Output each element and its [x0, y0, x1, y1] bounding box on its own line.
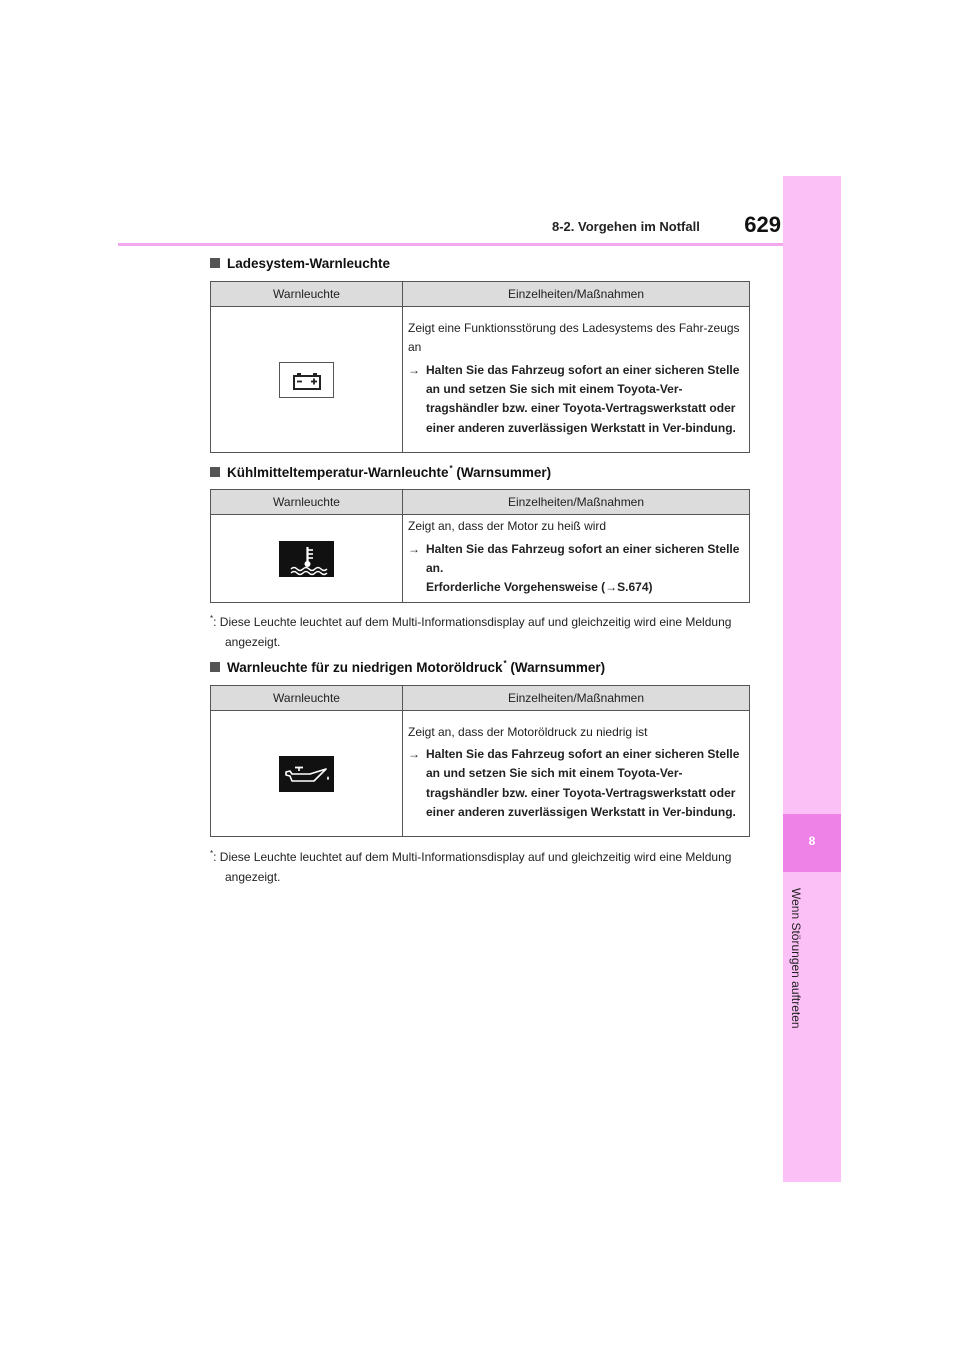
page-number: 629: [744, 212, 781, 237]
column-header-warnleuchte: Warnleuchte: [211, 686, 403, 711]
action-text: Halten Sie das Fahrzeug sofort an einer sicheren Stelle an und setzen Sie sich mit einem Toyota-Ver-tragshändler bzw. einer Toyota-Vertragswerkstatt oder einer anderen zuverlässigen Werkstatt in Ver-bindung.: [426, 747, 740, 819]
table-row: [211, 515, 750, 603]
chapter-number: 8: [808, 834, 816, 848]
action-item: [408, 361, 743, 438]
table-row: [211, 711, 750, 837]
section-title-charging: Ladesystem-Warnleuchte: [210, 256, 390, 271]
section-title-oil-pressure: Warnleuchte für zu niedrigen Motoröldruck* (Warnsummer): [210, 659, 605, 675]
detail-text: Zeigt eine Funktionsstörung des Ladesystems des Fahr-zeugs an: [408, 321, 740, 355]
table-row: [211, 307, 750, 453]
details-cell: [403, 307, 750, 453]
column-header-details: Einzelheiten/Maßnahmen: [403, 686, 750, 711]
table-header-row: [211, 686, 750, 711]
footnote-oil-pressure: *: Diese Leuchte leuchtet auf dem Multi-Informationsdisplay auf und gleichzeitig wird eine Meldung angezeigt.: [210, 849, 732, 884]
action-item: [408, 745, 743, 822]
section-title-coolant: Kühlmitteltemperatur-Warnleuchte* (Warnsummer): [210, 464, 551, 480]
bullet-square-icon: [210, 258, 220, 268]
details-cell: [403, 711, 750, 837]
warning-table-oil-pressure: [210, 685, 750, 837]
table-header-row: [211, 490, 750, 515]
action-reference: Erforderliche Vorgehensweise (→S.674): [426, 580, 653, 595]
warning-table-charging: [210, 281, 750, 453]
footnote-asterisk: *: [503, 659, 507, 668]
column-header-details: Einzelheiten/Maßnahmen: [403, 490, 750, 515]
footnote-coolant: *: Diese Leuchte leuchtet auf dem Multi-Informationsdisplay auf und gleichzeitig wird eine Meldung angezeigt.: [210, 614, 732, 649]
action-item: [408, 540, 743, 598]
icon-cell: [211, 711, 403, 837]
action-text: Halten Sie das Fahrzeug sofort an einer sicheren Stelle an und setzen Sie sich mit einem Toyota-Ver-tragshändler bzw. einer Toyota-Vertragswerkstatt oder einer anderen zuverlässigen Werkstatt in Ver-bindung.: [426, 362, 740, 435]
icon-cell: [211, 515, 403, 603]
icon-cell: [211, 307, 403, 453]
column-header-warnleuchte: Warnleuchte: [211, 490, 403, 515]
detail-text: Zeigt an, dass der Motoröldruck zu niedrig ist: [408, 724, 648, 739]
oil-pressure-icon: [279, 756, 334, 792]
detail-text: Zeigt an, dass der Motor zu heiß wird: [408, 519, 607, 534]
chapter-label: Wenn Störungen auftreten: [789, 888, 803, 1029]
warning-table-coolant: [210, 489, 750, 603]
details-cell: [403, 515, 750, 603]
bullet-square-icon: [210, 662, 220, 672]
table-header-row: [211, 282, 750, 307]
coolant-temperature-icon: [279, 541, 334, 577]
arrow-icon: →: [408, 541, 420, 556]
footnote-asterisk: *: [449, 464, 453, 473]
header-rule: [118, 243, 783, 246]
arrow-icon: →: [408, 362, 420, 377]
bullet-square-icon: [210, 467, 220, 477]
chapter-label-wrapper: [785, 888, 805, 1048]
column-header-warnleuchte: Warnleuchte: [211, 282, 403, 307]
action-text: Halten Sie das Fahrzeug sofort an einer sicheren Stelle an.: [426, 541, 740, 575]
battery-icon: [279, 362, 334, 398]
section-heading: 8-2. Vorgehen im Notfall: [552, 219, 700, 234]
column-header-details: Einzelheiten/Maßnahmen: [403, 282, 750, 307]
arrow-icon: →: [408, 747, 420, 762]
